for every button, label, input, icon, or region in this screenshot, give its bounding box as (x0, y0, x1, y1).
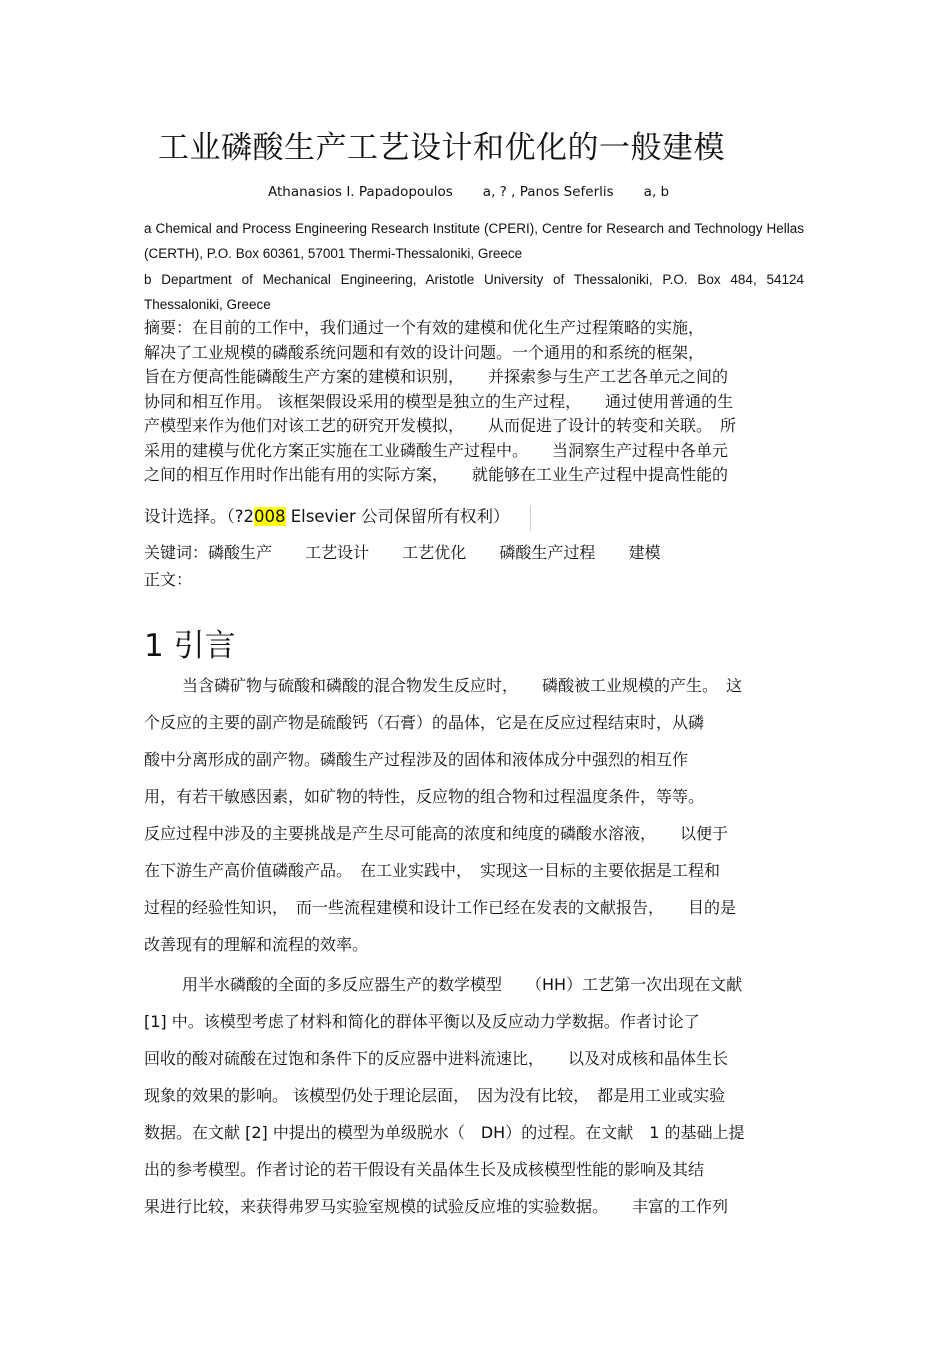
paragraph-line: 数据。在文献 [2] 中提出的模型为单级脱水（ DH）的过程。在文献 1 的基础上提 (144, 1123, 745, 1142)
keyword: 工艺优化 (402, 543, 467, 562)
paragraph (144, 966, 806, 1225)
keyword: 建模 (628, 543, 661, 562)
copyright-prefix: 设计选择。（?2 (144, 507, 255, 526)
paragraph-line: 果进行比较，来获得弗罗马实验室规模的试验反应堆的实验数据。 丰富的工作列 (144, 1197, 729, 1216)
paragraph-line: 回收的酸对硫酸在过饱和条件下的反应器中进料流速比， 以及对成核和晶体生长 (144, 1049, 729, 1068)
paper-title: 工业磷酸生产工艺设计和优化的一般建模 (158, 130, 725, 166)
abstract-line: 协同和相互作用。 该框架假设采用的模型是独立的生产过程， 通过使用普通的生 (144, 391, 734, 411)
author-name: Panos Seferlis (519, 184, 614, 200)
paragraph-line: 过程的经验性知识， 而一些流程建模和设计工作已经在发表的文献报告， 目的是 (144, 898, 737, 917)
abstract-line: 解决了工业规模的磷酸系统问题和有效的设计问题。一个通用的和系统的框架， (144, 342, 705, 362)
affiliation-b: b Department of Mechanical Engineering, Aristotle University of Thessaloniki, P.O. Box 484, 54124 Thessaloniki, Greece (144, 272, 804, 312)
paragraph-line: 当含磷矿物与硫酸和磷酸的混合物发生反应时， 磷酸被工业规模的产生。 这 (182, 676, 743, 695)
paragraph-line: 反应过程中涉及的主要挑战是产生尽可能高的浓度和纯度的磷酸水溶液， 以便于 (144, 824, 729, 843)
paragraph-line: 在下游生产高价值磷酸产品。 在工业实践中， 实现这一目标的主要依据是工程和 (144, 861, 721, 880)
keyword: 磷酸生产 (208, 543, 273, 562)
text-cursor-divider (530, 505, 531, 531)
copyright-suffix: Elsevier 公司保留所有权利） (285, 507, 510, 526)
paragraph-line: 个反应的主要的副产物是硫酸钙（石膏）的晶体，它是在反应过程结束时，从磷 (144, 713, 705, 732)
paragraph (144, 667, 806, 963)
copyright-line (144, 503, 531, 531)
abstract-line: 之间的相互作用时作出能有用的实际方案， 就能够在工业生产过程中提高性能的 (144, 465, 729, 484)
author-line (268, 184, 669, 200)
abstract-line: 旨在方便高性能磷酸生产方案的建模和识别， 并探索参与生产工艺各单元之间的 (144, 367, 729, 386)
abstract-line: 采用的建模与优化方案正实施在工业磷酸生产过程中。 当洞察生产过程中各单元 (144, 440, 729, 460)
author-affiliation-mark: a, ? , (482, 184, 516, 200)
paragraph-line: 酸中分离形成的副产物。磷酸生产过程涉及的固体和液体成分中强烈的相互作 (144, 750, 689, 769)
author-name: Athanasios I. Papadopoulos (268, 184, 453, 200)
paragraph-line: 出的参考模型。作者讨论的若干假设有关晶体生长及成核模型性能的影响及其结 (144, 1160, 705, 1179)
affiliation-a: a Chemical and Process Engineering Research Institute (CPERI), Centre for Research and Technology Hellas (CERTH), P.O. Box 60361, 57001 Thermi-Thessaloniki, Greece (144, 221, 804, 261)
author-affiliation-mark: a, b (643, 184, 670, 200)
keyword: 磷酸生产过程 (499, 543, 596, 562)
paragraph-line: 用半水磷酸的全面的多反应器生产的数学模型 （HH）工艺第一次出现在文献 (182, 975, 743, 994)
paragraph-line: 改善现有的理解和流程的效率。 (144, 935, 369, 954)
keywords-label: 关键词： (144, 543, 209, 562)
paragraph-line: [1] 中。该模型考虑了材料和简化的群体平衡以及反应动力学数据。作者讨论了 (144, 1012, 700, 1031)
keywords (144, 540, 688, 563)
abstract (144, 316, 806, 488)
paragraph-line: 现象的效果的影响。 该模型仍处于理论层面， 因为没有比较， 都是用工业或实验 (144, 1086, 726, 1105)
paragraph-line: 用，有若干敏感因素，如矿物的特性，反应物的组合物和过程温度条件，等等。 (144, 787, 705, 806)
abstract-line: 产模型来作为他们对该工艺的研究开发模拟， 从而促进了设计的转变和关联。 所 (144, 416, 737, 435)
section-heading: 1 引言 (144, 628, 236, 664)
highlighted-text: 008 (254, 507, 286, 526)
keyword: 工艺设计 (305, 543, 370, 562)
body-label: 正文： (144, 570, 193, 589)
abstract-line: 摘要：在目前的工作中，我们通过一个有效的建模和优化生产过程策略的实施， (144, 318, 705, 337)
